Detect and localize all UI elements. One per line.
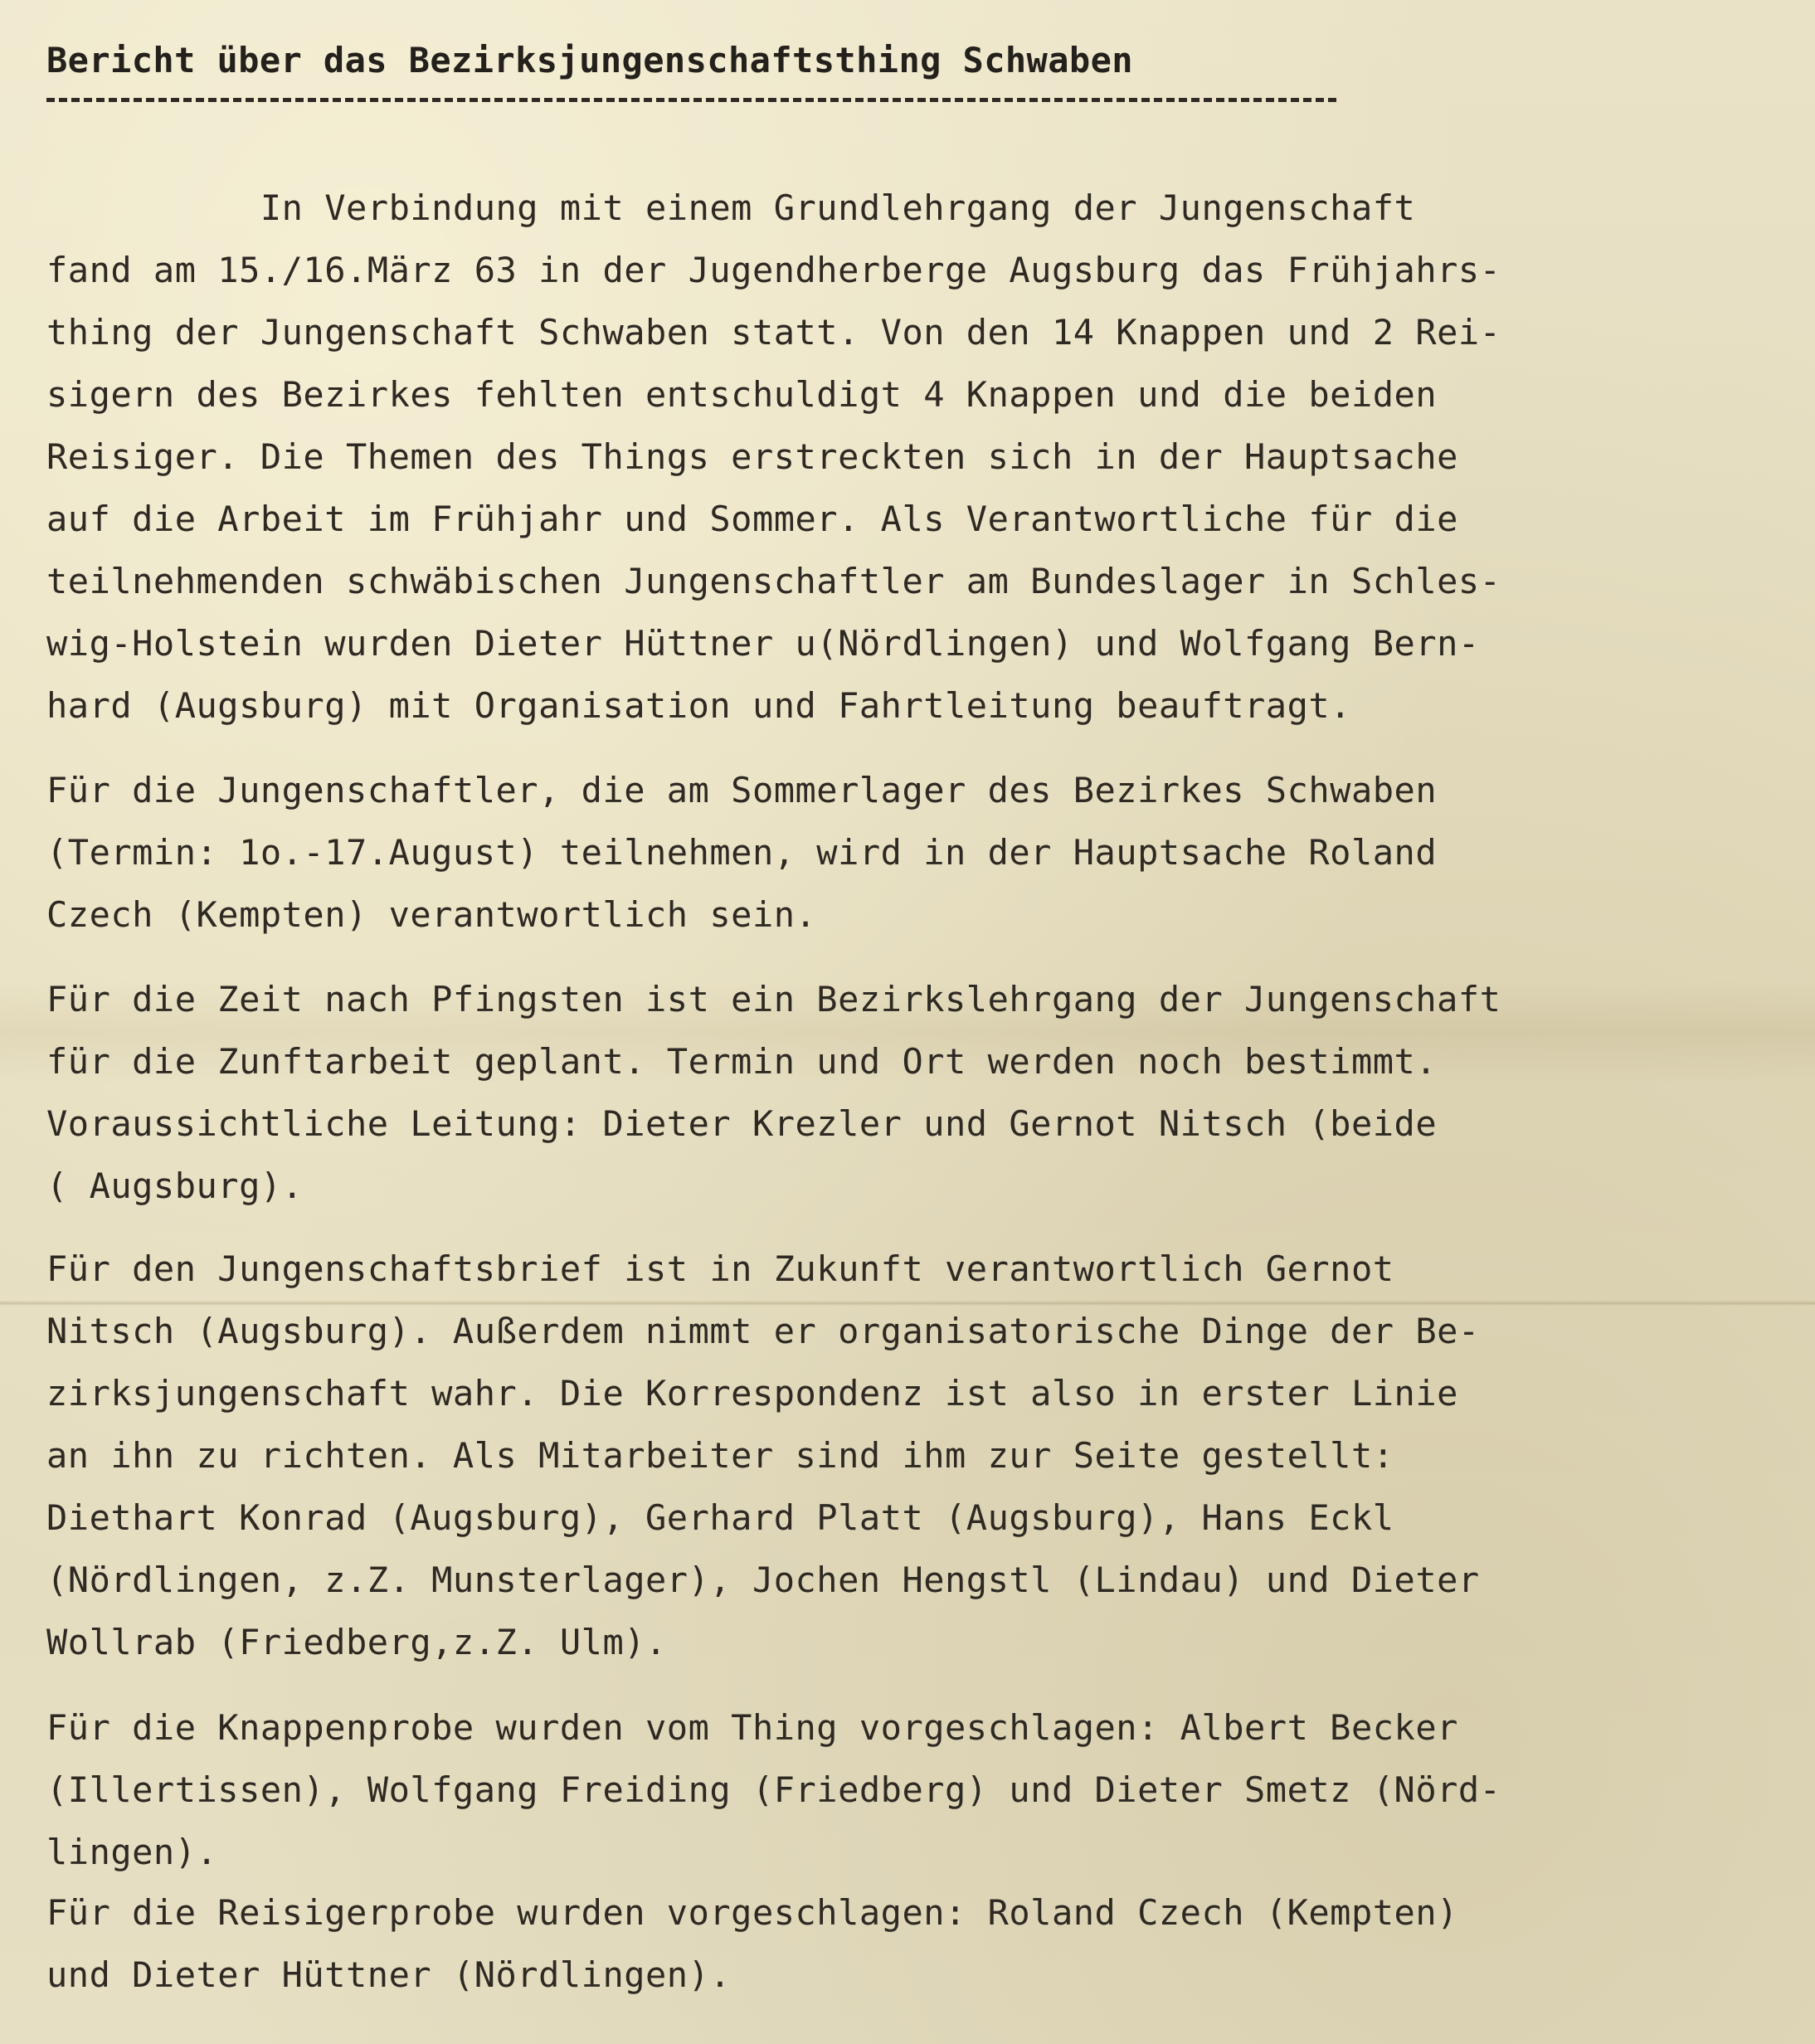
paragraph-knappenprobe: Für die Knappenprobe wurden vom Thing vorgeschlagen: Albert Becker (Illertissen), Wolfgang Freiding (Friedberg) und Dieter Smetz (Nörd- lingen). — [46, 1707, 1501, 1872]
paragraph-district-course: Für die Zeit nach Pfingsten ist ein Bezirkslehrgang der Jungenschaft für die Zunftarbeit geplant. Termin und Ort werden noch bestimmt. Voraussichtliche Leitung: Dieter Krezler und Gernot Nitsch (beide ( Augsburg). — [46, 979, 1501, 1206]
report-title: Bericht über das Bezirksjungenschaftsthing Schwaben — [46, 40, 1133, 80]
paragraph-reisigerprobe: Für die Reisigerprobe wurden vorgeschlagen: Roland Czech (Kempten) und Dieter Hüttner (Nördlingen). — [46, 1892, 1458, 1995]
title-dashed-underline — [46, 98, 1336, 102]
paragraph-thing-overview: In Verbindung mit einem Grundlehrgang der Jungenschaft fand am 15./16.März 63 in der Jugendherberge Augsburg das Frühjahrs- thing der Jungenschaft Schwaben statt. Von den 14 Knappen und 2 Rei- sigern des Bezirkes fehlten entschuldigt 4 Knappen und die beiden Reisiger. Die Themen des Things erstreckten sich in der Hauptsache auf die Arbeit im Frühjahr und Sommer. Als Verantwortliche für die teilnehmenden schwäbischen Jungenschaftler am Bundeslager in Schles- wig-Holstein wurden Dieter Hüttner u(Nördlingen) und Wolfgang Bern- hard (Augsburg) mit Organisation und Fahrtleitung beauftragt. — [46, 187, 1501, 726]
paragraph-summer-camp: Für die Jungenschaftler, die am Sommerlager des Bezirkes Schwaben (Termin: 1o.-17.August) teilnehmen, wird in der Hauptsache Roland Czech (Kempten) verantwortlich sein. — [46, 770, 1438, 935]
paragraph-jungenschaftsbrief: Für den Jungenschaftsbrief ist in Zukunft verantwortlich Gernot Nitsch (Augsburg). Außerdem nimmt er organisatorische Dinge der Be- zirksjungenschaft wahr. Die Korrespondenz ist also in erster Linie an ihn zu richten. Als Mitarbeiter sind ihm zur Seite gestellt: Diethart Konrad (Augsburg), Gerhard Platt (Augsburg), Hans Eckl (Nördlingen, z.Z. Munsterlager), Jochen Hengstl (Lindau) und Dieter Wollrab (Friedberg,z.Z. Ulm). — [46, 1248, 1480, 1662]
